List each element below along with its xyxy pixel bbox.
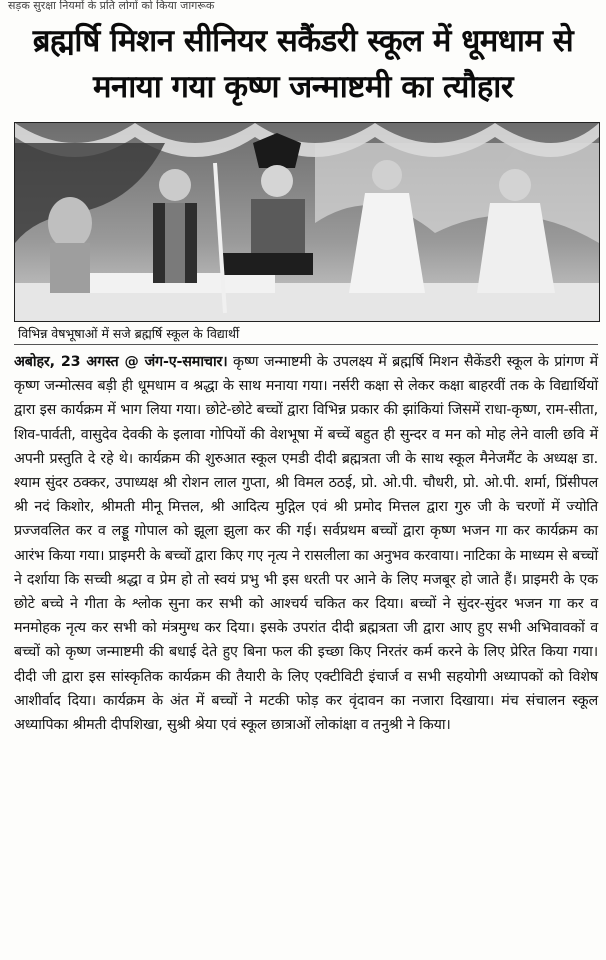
- article-dateline: अबोहर, 23 अगस्त @ जंग-ए-समाचार।: [14, 354, 228, 370]
- event-photo: [14, 122, 600, 322]
- article-text: कृष्ण जन्माष्टमी के उपलक्ष्य में ब्रह्मर्षि मिशन सैकेंडरी स्कूल के प्रांगण में कृष्ण जन्मोत्सव बड़ी ही धूमधाम व श्रद्धा के साथ मनाया गया। नर्सरी कक्षा से लेकर कक्षा बाहरवीं तक के विद्यार्थियों द्वारा इस कार्यक्रम में भाग लिया गया। छोटे-छोटे बच्चों द्वारा विभिन्न प्रकार की झांकियां जिसमें राधा-कृष्ण, राम-सीता, शिव-पार्वती, वासुदेव देवकी के इलावा गोपियों की वेशभूषा में बच्चें बहुत ही सुन्दर व मन को मोह लेने वाली छवि में अपनी प्रस्तुति दे रहे थे। कार्यक्रम की शुरुआत स्कूल एमडी दीदी ब्रह्मत्रता जी के साथ स्कूल मैनेजमैंट के अध्यक्ष डा. श्याम सुंदर ठक्कर, उपाध्यक्ष श्री रोशन लाल गुप्ता, श्री विमल ठठई, प्रो. ओ.पी. चौधरी, प्रो. ओ.पी. शर्मा, प्रिंसीपल श्री नदं किशोर, श्रीमती मीनू मित्तल, श्री आदित्य मुद्गिल एवं श्री प्रमोद मित्तल द्वारा गुरु जी के चरणों में ज्योति प्रज्जवलित कर व लड्डू गोपाल को झूला झुला कर की गई। सर्वप्रथम बच्चों द्वारा कृष्ण भजन गा कर कार्यक्रम का आरंभ किया गया। प्राइमरी के बच्चों द्वारा किए गए नृत्य ने रासलीला का अनुभव करवाया। नाटिका के माध्यम से बच्चों ने दर्शाया कि सच्ची श्रद्धा व प्रेम हो तो स्वयं प्रभु भी इस धरती पर आने के लिए मजबूर हो जाते हैं। प्राइमरी के एक छोटे बच्चे ने गीता के श्लोक सुना कर सभी को आश्चर्य चकित कर दिया। बच्चों ने सुंदर-सुंदर भजन गा कर व मनमोहक नृत्य कर सभी को मंत्रमुग्ध कर दिया। इसके उपरांत दीदी ब्रह्मत्रता जी द्वारा आए हुए सभी अभिवावकों व बच्चों को कृष्ण जन्माष्टमी की बधाई देते हुए बिना फल की इच्छा किए निरतंर कर्म करने के लिए प्रेरित किया गया। दीदी जी द्वारा इस सांस्कृतिक कार्यक्रम की तैयारी के लिए एक्टीविटी इंचार्ज व सभी सहयोगी अध्यापकों को विशेष आशीर्वाद दिया। कार्यक्रम के अंत में बच्चों ने मटकी फोड़ कर वृंदावन का नजारा दिखाया। मंच संचालन स्कूल अध्यापिका श्रीमती दीपशिखा, सुश्री श्रेया एवं स्कूल छात्राओं लोकांक्षा व तनुश्री ने किया।: [14, 354, 598, 734]
- photo-caption: विभिन्न वेषभूषाओं में सजे ब्रह्मर्षि स्कूल के विद्यार्थी: [14, 323, 598, 345]
- headline: ब्रह्मर्षि मिशन सीनियर सकैंडरी स्कूल में धूमधाम से मनाया गया कृष्ण जन्माष्टमी का त्यौहार: [32, 23, 574, 105]
- article-body: [14, 350, 598, 737]
- previous-article-text-fragment: सड़क सुरक्षा नियमों के प्रति लोगों को किया जागरूक: [8, 0, 215, 12]
